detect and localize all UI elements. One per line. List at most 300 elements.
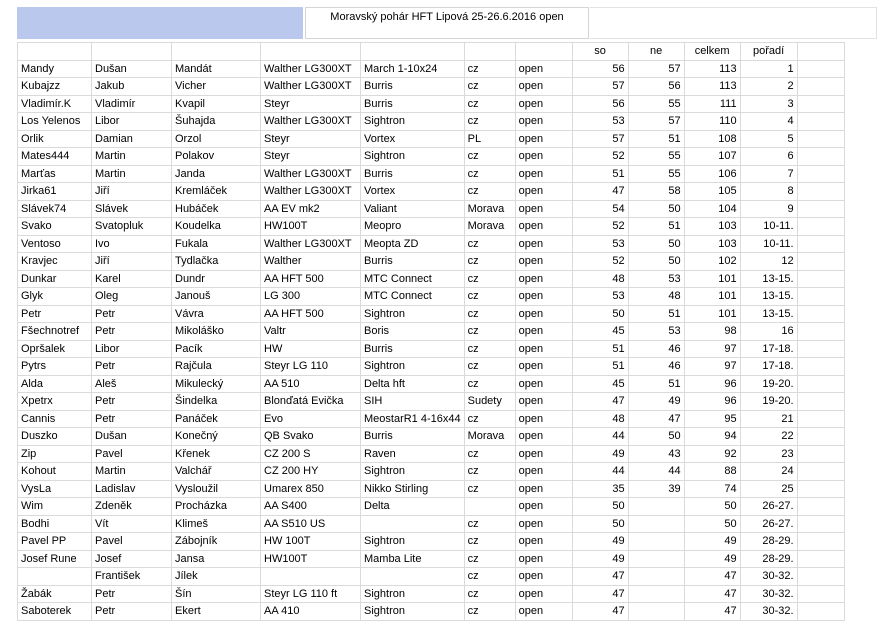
cell[interactable] xyxy=(797,498,844,516)
cell-region[interactable]: cz xyxy=(464,515,515,533)
header-ne[interactable]: ne xyxy=(628,43,684,61)
cell-score-so[interactable]: 45 xyxy=(572,375,628,393)
cell-rifle[interactable]: Walther LG300XT xyxy=(261,183,361,201)
cell-score-ne[interactable] xyxy=(628,533,684,551)
cell-class[interactable]: open xyxy=(515,445,572,463)
cell-class[interactable]: open xyxy=(515,165,572,183)
cell-nick[interactable]: Pavel PP xyxy=(18,533,92,551)
cell-class[interactable]: open xyxy=(515,130,572,148)
cell-region[interactable]: cz xyxy=(464,148,515,166)
header-so[interactable]: so xyxy=(572,43,628,61)
cell-first-name[interactable]: Libor xyxy=(92,340,172,358)
cell-score-so[interactable]: 49 xyxy=(572,445,628,463)
cell[interactable] xyxy=(515,43,572,61)
cell-region[interactable]: PL xyxy=(464,130,515,148)
cell-rank[interactable]: 25 xyxy=(740,480,797,498)
cell-score-ne[interactable]: 50 xyxy=(628,253,684,271)
cell-region[interactable]: cz xyxy=(464,95,515,113)
cell-score-ne[interactable]: 47 xyxy=(628,410,684,428)
cell-scope[interactable]: Burris xyxy=(361,428,465,446)
cell[interactable] xyxy=(797,288,844,306)
cell-scope[interactable]: Boris xyxy=(361,323,465,341)
cell-class[interactable]: open xyxy=(515,498,572,516)
cell-score-so[interactable]: 53 xyxy=(572,113,628,131)
cell-rifle[interactable]: QB Svako xyxy=(261,428,361,446)
cell-score-so[interactable]: 51 xyxy=(572,165,628,183)
cell-total[interactable]: 104 xyxy=(684,200,740,218)
cell-rank[interactable]: 26-27. xyxy=(740,498,797,516)
cell-score-ne[interactable]: 51 xyxy=(628,130,684,148)
cell-total[interactable]: 107 xyxy=(684,148,740,166)
cell-last-name[interactable]: Fukala xyxy=(172,235,261,253)
cell-first-name[interactable]: Aleš xyxy=(92,375,172,393)
cell[interactable] xyxy=(797,375,844,393)
cell-total[interactable]: 111 xyxy=(684,95,740,113)
cell-last-name[interactable]: Mikulecký xyxy=(172,375,261,393)
cell-scope[interactable] xyxy=(361,568,465,586)
cell[interactable] xyxy=(92,43,172,61)
cell-nick[interactable]: Duszko xyxy=(18,428,92,446)
cell-first-name[interactable]: Jakub xyxy=(92,78,172,96)
cell-score-ne[interactable]: 55 xyxy=(628,95,684,113)
cell-total[interactable]: 47 xyxy=(684,603,740,621)
cell-class[interactable]: open xyxy=(515,480,572,498)
cell-score-ne[interactable]: 50 xyxy=(628,200,684,218)
cell-first-name[interactable]: Petr xyxy=(92,393,172,411)
cell-scope[interactable]: Sightron xyxy=(361,305,465,323)
cell-score-so[interactable]: 49 xyxy=(572,533,628,551)
cell[interactable] xyxy=(797,60,844,78)
cell-region[interactable]: cz xyxy=(464,445,515,463)
cell-nick[interactable]: Zip xyxy=(18,445,92,463)
cell-nick[interactable]: Opršalek xyxy=(18,340,92,358)
cell-total[interactable]: 101 xyxy=(684,288,740,306)
cell-scope[interactable]: Sightron xyxy=(361,533,465,551)
cell-total[interactable]: 50 xyxy=(684,498,740,516)
cell-last-name[interactable]: Orzol xyxy=(172,130,261,148)
cell[interactable] xyxy=(797,603,844,621)
cell-score-so[interactable]: 54 xyxy=(572,200,628,218)
cell-total[interactable]: 101 xyxy=(684,270,740,288)
cell-scope[interactable]: Delta xyxy=(361,498,465,516)
cell-region[interactable]: cz xyxy=(464,305,515,323)
cell-rank[interactable]: 30-32. xyxy=(740,603,797,621)
cell-score-so[interactable]: 47 xyxy=(572,393,628,411)
cell-class[interactable]: open xyxy=(515,358,572,376)
cell-region[interactable]: cz xyxy=(464,323,515,341)
cell-nick[interactable]: Pytrs xyxy=(18,358,92,376)
cell[interactable] xyxy=(797,410,844,428)
cell-scope[interactable]: Sightron xyxy=(361,585,465,603)
cell-rifle[interactable]: Steyr LG 110 xyxy=(261,358,361,376)
cell[interactable] xyxy=(797,323,844,341)
cell-first-name[interactable]: Petr xyxy=(92,603,172,621)
cell-region[interactable]: cz xyxy=(464,550,515,568)
cell-last-name[interactable]: Zábojník xyxy=(172,533,261,551)
cell-score-so[interactable]: 50 xyxy=(572,515,628,533)
cell-region[interactable]: cz xyxy=(464,410,515,428)
cell-score-ne[interactable]: 50 xyxy=(628,428,684,446)
cell-rank[interactable]: 28-29. xyxy=(740,533,797,551)
cell[interactable] xyxy=(797,78,844,96)
cell-rank[interactable]: 3 xyxy=(740,95,797,113)
cell-first-name[interactable]: František xyxy=(92,568,172,586)
cell-first-name[interactable]: Karel xyxy=(92,270,172,288)
cell-score-so[interactable]: 47 xyxy=(572,568,628,586)
cell-scope[interactable]: Burris xyxy=(361,95,465,113)
cell-nick[interactable]: Vladimír.K xyxy=(18,95,92,113)
cell[interactable] xyxy=(797,568,844,586)
cell-nick[interactable]: Cannis xyxy=(18,410,92,428)
cell-nick[interactable]: Glyk xyxy=(18,288,92,306)
cell-score-ne[interactable] xyxy=(628,550,684,568)
cell-nick[interactable]: Xpetrx xyxy=(18,393,92,411)
cell-rifle[interactable]: Steyr xyxy=(261,95,361,113)
cell-scope[interactable]: Raven xyxy=(361,445,465,463)
cell-total[interactable]: 110 xyxy=(684,113,740,131)
cell-score-ne[interactable]: 51 xyxy=(628,305,684,323)
cell-score-so[interactable]: 57 xyxy=(572,78,628,96)
cell-score-so[interactable]: 51 xyxy=(572,358,628,376)
cell-score-ne[interactable] xyxy=(628,603,684,621)
cell-scope[interactable]: Sightron xyxy=(361,358,465,376)
cell[interactable] xyxy=(797,393,844,411)
cell-rifle[interactable]: Steyr LG 110 ft xyxy=(261,585,361,603)
cell-region[interactable]: cz xyxy=(464,533,515,551)
cell[interactable] xyxy=(797,585,844,603)
cell-nick[interactable]: Los Yelenos xyxy=(18,113,92,131)
cell-score-ne[interactable]: 58 xyxy=(628,183,684,201)
cell-class[interactable]: open xyxy=(515,463,572,481)
cell-class[interactable]: open xyxy=(515,585,572,603)
cell-nick[interactable]: Kubajzz xyxy=(18,78,92,96)
cell-rifle[interactable]: HW xyxy=(261,340,361,358)
cell-last-name[interactable]: Mikoláško xyxy=(172,323,261,341)
cell-rank[interactable]: 30-32. xyxy=(740,585,797,603)
cell-first-name[interactable]: Svatopluk xyxy=(92,218,172,236)
cell-region[interactable]: Morava xyxy=(464,428,515,446)
cell-score-ne[interactable]: 55 xyxy=(628,165,684,183)
cell-rifle[interactable]: CZ 200 S xyxy=(261,445,361,463)
cell-rank[interactable]: 13-15. xyxy=(740,270,797,288)
cell-scope[interactable]: Burris xyxy=(361,340,465,358)
cell-rank[interactable]: 8 xyxy=(740,183,797,201)
cell-nick[interactable]: Marťas xyxy=(18,165,92,183)
cell-last-name[interactable]: Hubáček xyxy=(172,200,261,218)
cell-last-name[interactable]: Janda xyxy=(172,165,261,183)
cell-total[interactable]: 103 xyxy=(684,235,740,253)
cell-rifle[interactable]: Evo xyxy=(261,410,361,428)
cell-rifle[interactable]: HW100T xyxy=(261,218,361,236)
cell-score-so[interactable]: 49 xyxy=(572,550,628,568)
cell-class[interactable]: open xyxy=(515,288,572,306)
cell-rifle[interactable]: Walther LG300XT xyxy=(261,78,361,96)
cell-score-so[interactable]: 35 xyxy=(572,480,628,498)
cell-last-name[interactable]: Vávra xyxy=(172,305,261,323)
cell-score-ne[interactable]: 53 xyxy=(628,323,684,341)
cell-first-name[interactable]: Libor xyxy=(92,113,172,131)
cell-class[interactable]: open xyxy=(515,148,572,166)
cell-nick[interactable]: Ventoso xyxy=(18,235,92,253)
cell-rifle[interactable]: Walther LG300XT xyxy=(261,165,361,183)
cell-scope[interactable]: Valiant xyxy=(361,200,465,218)
cell-class[interactable]: open xyxy=(515,253,572,271)
cell[interactable] xyxy=(797,235,844,253)
cell-rank[interactable]: 13-15. xyxy=(740,305,797,323)
cell-first-name[interactable]: Petr xyxy=(92,305,172,323)
cell-region[interactable]: cz xyxy=(464,165,515,183)
cell-class[interactable]: open xyxy=(515,375,572,393)
cell-score-so[interactable]: 56 xyxy=(572,60,628,78)
cell-region[interactable]: cz xyxy=(464,113,515,131)
cell-score-ne[interactable]: 46 xyxy=(628,358,684,376)
cell-nick[interactable]: Alda xyxy=(18,375,92,393)
cell-rank[interactable]: 4 xyxy=(740,113,797,131)
cell-last-name[interactable]: Šín xyxy=(172,585,261,603)
cell-nick[interactable]: Kohout xyxy=(18,463,92,481)
cell-total[interactable]: 96 xyxy=(684,375,740,393)
cell-last-name[interactable]: Konečný xyxy=(172,428,261,446)
cell-last-name[interactable]: Janouš xyxy=(172,288,261,306)
cell-total[interactable]: 108 xyxy=(684,130,740,148)
cell-score-so[interactable]: 53 xyxy=(572,288,628,306)
cell-rank[interactable]: 1 xyxy=(740,60,797,78)
cell-first-name[interactable]: Josef xyxy=(92,550,172,568)
cell-score-ne[interactable]: 46 xyxy=(628,340,684,358)
cell-score-so[interactable]: 52 xyxy=(572,148,628,166)
cell-total[interactable]: 98 xyxy=(684,323,740,341)
cell-region[interactable]: cz xyxy=(464,603,515,621)
cell-scope[interactable]: Sightron xyxy=(361,463,465,481)
cell[interactable] xyxy=(797,480,844,498)
cell-last-name[interactable]: Jansa xyxy=(172,550,261,568)
cell-rifle[interactable]: Valtr xyxy=(261,323,361,341)
cell-region[interactable]: cz xyxy=(464,463,515,481)
cell-score-ne[interactable]: 51 xyxy=(628,375,684,393)
cell-class[interactable]: open xyxy=(515,218,572,236)
cell[interactable] xyxy=(797,305,844,323)
cell[interactable] xyxy=(797,43,844,61)
cell-class[interactable]: open xyxy=(515,550,572,568)
cell-rank[interactable]: 6 xyxy=(740,148,797,166)
cell-rank[interactable]: 24 xyxy=(740,463,797,481)
cell-score-ne[interactable] xyxy=(628,585,684,603)
cell-region[interactable]: cz xyxy=(464,375,515,393)
cell-first-name[interactable]: Petr xyxy=(92,410,172,428)
cell-rank[interactable]: 17-18. xyxy=(740,358,797,376)
cell-nick[interactable]: Kravjec xyxy=(18,253,92,271)
cell-nick[interactable]: Mandy xyxy=(18,60,92,78)
cell-first-name[interactable]: Zdeněk xyxy=(92,498,172,516)
cell-scope[interactable]: MeostarR1 4-16x44 xyxy=(361,410,465,428)
cell[interactable] xyxy=(797,253,844,271)
cell-first-name[interactable]: Petr xyxy=(92,358,172,376)
cell-score-ne[interactable]: 51 xyxy=(628,218,684,236)
cell-last-name[interactable]: Koudelka xyxy=(172,218,261,236)
cell-rifle[interactable] xyxy=(261,568,361,586)
cell[interactable] xyxy=(797,515,844,533)
cell-score-so[interactable]: 52 xyxy=(572,218,628,236)
cell-nick[interactable]: Bodhi xyxy=(18,515,92,533)
cell-region[interactable]: cz xyxy=(464,568,515,586)
cell-score-so[interactable]: 44 xyxy=(572,463,628,481)
cell[interactable] xyxy=(797,358,844,376)
cell-total[interactable]: 47 xyxy=(684,585,740,603)
cell-nick[interactable]: Petr xyxy=(18,305,92,323)
cell-region[interactable] xyxy=(464,498,515,516)
cell-last-name[interactable]: Jílek xyxy=(172,568,261,586)
cell-rank[interactable]: 7 xyxy=(740,165,797,183)
cell-class[interactable]: open xyxy=(515,60,572,78)
cell-total[interactable]: 94 xyxy=(684,428,740,446)
cell-last-name[interactable]: Ekert xyxy=(172,603,261,621)
cell-total[interactable]: 50 xyxy=(684,515,740,533)
cell-total[interactable]: 97 xyxy=(684,340,740,358)
cell-region[interactable]: cz xyxy=(464,253,515,271)
cell-total[interactable]: 49 xyxy=(684,550,740,568)
cell[interactable] xyxy=(18,43,92,61)
cell-nick[interactable]: Josef Rune xyxy=(18,550,92,568)
cell-class[interactable]: open xyxy=(515,340,572,358)
cell-first-name[interactable]: Pavel xyxy=(92,533,172,551)
cell-scope[interactable]: Meopta ZD xyxy=(361,235,465,253)
cell-rank[interactable]: 9 xyxy=(740,200,797,218)
cell-rifle[interactable]: AA 410 xyxy=(261,603,361,621)
cell-rank[interactable]: 19-20. xyxy=(740,393,797,411)
cell-score-so[interactable]: 45 xyxy=(572,323,628,341)
cell-score-so[interactable]: 50 xyxy=(572,498,628,516)
cell[interactable] xyxy=(797,463,844,481)
cell-rank[interactable]: 13-15. xyxy=(740,288,797,306)
cell-first-name[interactable]: Martin xyxy=(92,165,172,183)
cell-region[interactable]: cz xyxy=(464,288,515,306)
cell-score-so[interactable]: 53 xyxy=(572,235,628,253)
cell[interactable] xyxy=(797,428,844,446)
cell-score-ne[interactable]: 57 xyxy=(628,60,684,78)
cell-region[interactable]: Sudety xyxy=(464,393,515,411)
cell-first-name[interactable]: Martin xyxy=(92,148,172,166)
cell-score-so[interactable]: 48 xyxy=(572,270,628,288)
cell-rifle[interactable]: AA S400 xyxy=(261,498,361,516)
cell-rank[interactable]: 16 xyxy=(740,323,797,341)
cell-rank[interactable]: 21 xyxy=(740,410,797,428)
cell-score-ne[interactable]: 56 xyxy=(628,78,684,96)
cell-nick[interactable] xyxy=(18,568,92,586)
cell[interactable] xyxy=(261,43,361,61)
cell[interactable] xyxy=(797,340,844,358)
cell-region[interactable]: cz xyxy=(464,78,515,96)
cell-nick[interactable]: Orlik xyxy=(18,130,92,148)
cell-total[interactable]: 106 xyxy=(684,165,740,183)
cell-class[interactable]: open xyxy=(515,323,572,341)
cell[interactable] xyxy=(797,165,844,183)
cell-nick[interactable]: Slávek74 xyxy=(18,200,92,218)
cell-rifle[interactable]: HW 100T xyxy=(261,533,361,551)
header-celkem[interactable]: celkem xyxy=(684,43,740,61)
cell-last-name[interactable]: Pacík xyxy=(172,340,261,358)
cell-first-name[interactable]: Ivo xyxy=(92,235,172,253)
cell-score-ne[interactable]: 44 xyxy=(628,463,684,481)
cell-total[interactable]: 49 xyxy=(684,533,740,551)
cell-last-name[interactable]: Šuhajda xyxy=(172,113,261,131)
cell[interactable] xyxy=(797,533,844,551)
cell-score-so[interactable]: 57 xyxy=(572,130,628,148)
cell[interactable] xyxy=(797,270,844,288)
cell-score-so[interactable]: 52 xyxy=(572,253,628,271)
cell-last-name[interactable]: Polakov xyxy=(172,148,261,166)
cell-class[interactable]: open xyxy=(515,270,572,288)
cell-score-ne[interactable]: 55 xyxy=(628,148,684,166)
cell-rifle[interactable]: LG 300 xyxy=(261,288,361,306)
cell-rifle[interactable]: AA HFT 500 xyxy=(261,270,361,288)
cell[interactable] xyxy=(797,95,844,113)
cell-scope[interactable]: SIH xyxy=(361,393,465,411)
cell-first-name[interactable]: Pavel xyxy=(92,445,172,463)
cell-rank[interactable]: 10-11. xyxy=(740,218,797,236)
cell[interactable] xyxy=(797,148,844,166)
cell-rifle[interactable]: CZ 200 HY xyxy=(261,463,361,481)
cell-total[interactable]: 74 xyxy=(684,480,740,498)
cell[interactable] xyxy=(361,43,465,61)
cell-score-ne[interactable] xyxy=(628,568,684,586)
cell-scope[interactable]: Sightron xyxy=(361,148,465,166)
cell-scope[interactable]: Sightron xyxy=(361,113,465,131)
cell-rifle[interactable]: Steyr xyxy=(261,130,361,148)
cell-class[interactable]: open xyxy=(515,568,572,586)
cell-region[interactable]: Morava xyxy=(464,200,515,218)
cell-total[interactable]: 113 xyxy=(684,60,740,78)
cell[interactable] xyxy=(797,183,844,201)
cell-class[interactable]: open xyxy=(515,428,572,446)
cell-score-so[interactable]: 47 xyxy=(572,585,628,603)
cell-rifle[interactable]: HW100T xyxy=(261,550,361,568)
cell-region[interactable]: cz xyxy=(464,585,515,603)
cell-scope[interactable]: Vortex xyxy=(361,183,465,201)
cell-last-name[interactable]: Procházka xyxy=(172,498,261,516)
cell-scope[interactable]: MTC Connect xyxy=(361,288,465,306)
cell-last-name[interactable]: Vysloužil xyxy=(172,480,261,498)
cell-score-ne[interactable]: 50 xyxy=(628,235,684,253)
cell-last-name[interactable]: Vicher xyxy=(172,78,261,96)
cell-region[interactable]: cz xyxy=(464,340,515,358)
cell[interactable] xyxy=(797,218,844,236)
cell-score-so[interactable]: 56 xyxy=(572,95,628,113)
cell-nick[interactable]: Žabák xyxy=(18,585,92,603)
cell-total[interactable]: 103 xyxy=(684,218,740,236)
cell-rifle[interactable]: Umarex 850 xyxy=(261,480,361,498)
cell-total[interactable]: 47 xyxy=(684,568,740,586)
cell-total[interactable]: 101 xyxy=(684,305,740,323)
cell[interactable] xyxy=(797,130,844,148)
cell-class[interactable]: open xyxy=(515,78,572,96)
cell-scope[interactable]: Burris xyxy=(361,165,465,183)
cell-region[interactable]: cz xyxy=(464,358,515,376)
cell-region[interactable]: cz xyxy=(464,235,515,253)
cell-nick[interactable]: Dunkar xyxy=(18,270,92,288)
cell-last-name[interactable]: Dundr xyxy=(172,270,261,288)
cell-total[interactable]: 97 xyxy=(684,358,740,376)
cell-score-ne[interactable]: 49 xyxy=(628,393,684,411)
cell-score-so[interactable]: 48 xyxy=(572,410,628,428)
cell-first-name[interactable]: Ladislav xyxy=(92,480,172,498)
cell-total[interactable]: 113 xyxy=(684,78,740,96)
cell-total[interactable]: 95 xyxy=(684,410,740,428)
cell-scope[interactable]: March 1-10x24 xyxy=(361,60,465,78)
cell-class[interactable]: open xyxy=(515,515,572,533)
cell-rank[interactable]: 12 xyxy=(740,253,797,271)
cell-rifle[interactable]: Steyr xyxy=(261,148,361,166)
cell-scope[interactable]: Vortex xyxy=(361,130,465,148)
